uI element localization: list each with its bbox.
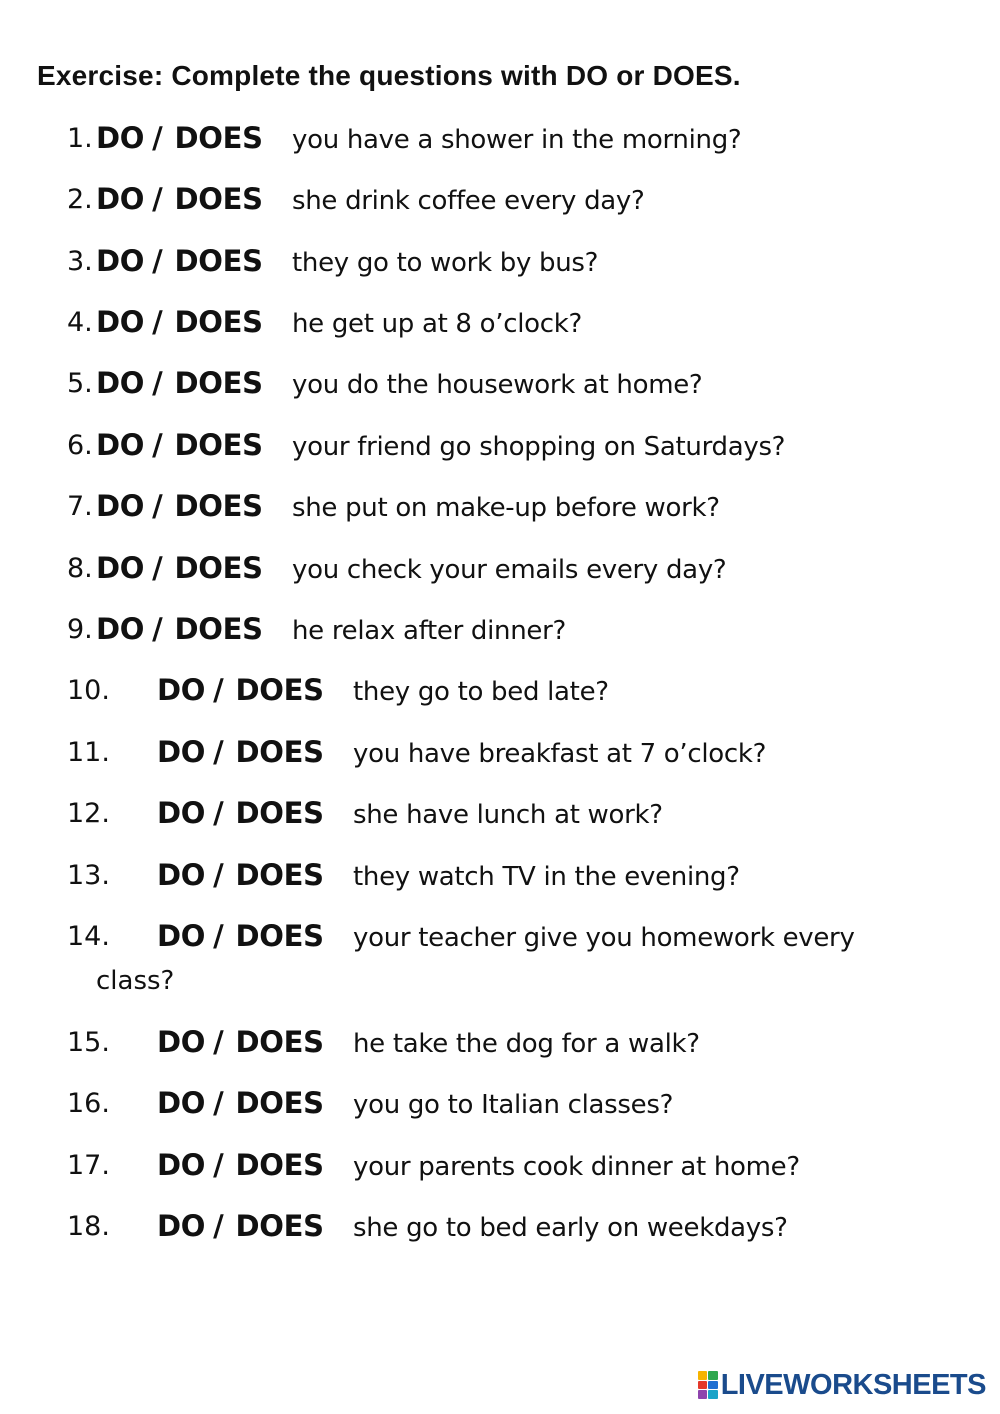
choice-separator: / (213, 673, 224, 707)
choice-do[interactable]: DO (157, 1148, 206, 1182)
do-does-choice[interactable] (157, 735, 324, 769)
choice-does[interactable]: DOES (174, 244, 263, 278)
choice-separator: / (213, 1025, 224, 1059)
question-text: you go to Italian classes? (353, 1090, 674, 1120)
exercise-title: Exercise: Complete the questions with DO or DOES. (37, 60, 741, 91)
logo-block (708, 1371, 718, 1380)
question-number: 4. (67, 307, 93, 338)
question-number: 6. (67, 430, 93, 461)
do-does-choice[interactable] (157, 673, 324, 707)
choice-does[interactable]: DOES (235, 858, 324, 892)
choice-separator: / (152, 612, 163, 646)
do-does-choice[interactable] (96, 366, 263, 400)
question-number: 13. (67, 860, 110, 891)
choice-separator: / (152, 428, 163, 462)
choice-do[interactable]: DO (96, 244, 145, 278)
question-number: 12. (67, 798, 110, 829)
do-does-choice[interactable] (96, 489, 263, 523)
question-text: he get up at 8 o’clock? (292, 309, 582, 339)
do-does-choice[interactable] (157, 1025, 324, 1059)
question-text: you have a shower in the morning? (292, 125, 742, 155)
choice-do[interactable]: DO (96, 489, 145, 523)
choice-do[interactable]: DO (157, 919, 206, 953)
choice-separator: / (213, 1086, 224, 1120)
choice-separator: / (213, 735, 224, 769)
choice-do[interactable]: DO (157, 1209, 206, 1243)
question-number: 3. (67, 246, 93, 277)
choice-separator: / (152, 489, 163, 523)
question-number: 5. (67, 368, 93, 399)
choice-does[interactable]: DOES (174, 551, 263, 585)
question-number: 11. (67, 737, 110, 768)
do-does-choice[interactable] (157, 919, 324, 953)
question-number: 16. (67, 1088, 110, 1119)
choice-separator: / (213, 858, 224, 892)
question-text: she have lunch at work? (353, 800, 663, 830)
logo-block (698, 1390, 708, 1399)
question-text: she put on make-up before work? (292, 493, 720, 523)
question-text: you do the housework at home? (292, 370, 703, 400)
choice-separator: / (213, 919, 224, 953)
choice-does[interactable]: DOES (235, 673, 324, 707)
choice-does[interactable]: DOES (235, 1086, 324, 1120)
question-text: they go to work by bus? (292, 248, 599, 278)
do-does-choice[interactable] (157, 1148, 324, 1182)
do-does-choice[interactable] (96, 182, 263, 216)
choice-do[interactable]: DO (157, 1025, 206, 1059)
choice-does[interactable]: DOES (174, 366, 263, 400)
choice-does[interactable]: DOES (235, 796, 324, 830)
question-text: they go to bed late? (353, 677, 609, 707)
question-number: 7. (67, 491, 93, 522)
question-number: 10. (67, 675, 110, 706)
choice-do[interactable]: DO (96, 612, 145, 646)
question-text: they watch TV in the evening? (353, 862, 740, 892)
choice-separator: / (213, 1148, 224, 1182)
choice-does[interactable]: DOES (235, 1148, 324, 1182)
choice-does[interactable]: DOES (235, 1209, 324, 1243)
logo-block (708, 1390, 718, 1399)
choice-separator: / (152, 121, 163, 155)
choice-does[interactable]: DOES (235, 1025, 324, 1059)
logo-block (698, 1371, 708, 1380)
choice-separator: / (213, 1209, 224, 1243)
logo-text: LIVEWORKSHEETS (720, 1368, 986, 1401)
choice-separator: / (152, 305, 163, 339)
question-number: 9. (67, 614, 93, 645)
choice-do[interactable]: DO (157, 1086, 206, 1120)
do-does-choice[interactable] (157, 796, 324, 830)
do-does-choice[interactable] (157, 858, 324, 892)
choice-separator: / (152, 551, 163, 585)
choice-do[interactable]: DO (96, 551, 145, 585)
question-text-continuation: class? (96, 966, 175, 996)
question-number: 15. (67, 1027, 110, 1058)
choice-does[interactable]: DOES (174, 428, 263, 462)
liveworksheets-logo-icon (698, 1371, 718, 1399)
logo-block (708, 1381, 718, 1390)
question-text: he relax after dinner? (292, 616, 567, 646)
question-text: she go to bed early on weekdays? (353, 1213, 788, 1243)
question-text: she drink coffee every day? (292, 186, 645, 216)
choice-do[interactable]: DO (157, 858, 206, 892)
choice-does[interactable]: DOES (174, 121, 263, 155)
do-does-choice[interactable] (96, 428, 263, 462)
do-does-choice[interactable] (96, 244, 263, 278)
choice-separator: / (152, 182, 163, 216)
choice-does[interactable]: DOES (235, 735, 324, 769)
logo-block (698, 1381, 708, 1390)
question-text: your friend go shopping on Saturdays? (292, 432, 786, 462)
question-text: he take the dog for a walk? (353, 1029, 700, 1059)
do-does-choice[interactable] (96, 612, 263, 646)
choice-does[interactable]: DOES (174, 182, 263, 216)
question-number: 14. (67, 921, 110, 952)
question-text: your teacher give you homework every (353, 923, 855, 953)
choice-does[interactable]: DOES (174, 305, 263, 339)
choice-do[interactable]: DO (96, 121, 145, 155)
question-number: 8. (67, 553, 93, 584)
question-number: 18. (67, 1211, 110, 1242)
choice-does[interactable]: DOES (174, 612, 263, 646)
question-number: 17. (67, 1150, 110, 1181)
question-text: you check your emails every day? (292, 555, 727, 585)
choice-separator: / (152, 366, 163, 400)
do-does-choice[interactable] (157, 1086, 324, 1120)
question-text: you have breakfast at 7 o’clock? (353, 739, 767, 769)
choice-do[interactable]: DO (96, 182, 145, 216)
choice-do[interactable]: DO (157, 673, 206, 707)
do-does-choice[interactable] (96, 551, 263, 585)
choice-do[interactable]: DO (157, 735, 206, 769)
do-does-choice[interactable] (96, 305, 263, 339)
choice-separator: / (213, 796, 224, 830)
choice-do[interactable]: DO (96, 428, 145, 462)
choice-separator: / (152, 244, 163, 278)
choice-does[interactable]: DOES (235, 919, 324, 953)
choice-do[interactable]: DO (96, 305, 145, 339)
liveworksheets-logo (698, 1368, 986, 1402)
do-does-choice[interactable] (96, 121, 263, 155)
choice-does[interactable]: DOES (174, 489, 263, 523)
question-number: 1. (67, 123, 93, 154)
choice-do[interactable]: DO (96, 366, 145, 400)
question-text: your parents cook dinner at home? (353, 1152, 800, 1182)
choice-do[interactable]: DO (157, 796, 206, 830)
question-number: 2. (67, 184, 93, 215)
do-does-choice[interactable] (157, 1209, 324, 1243)
